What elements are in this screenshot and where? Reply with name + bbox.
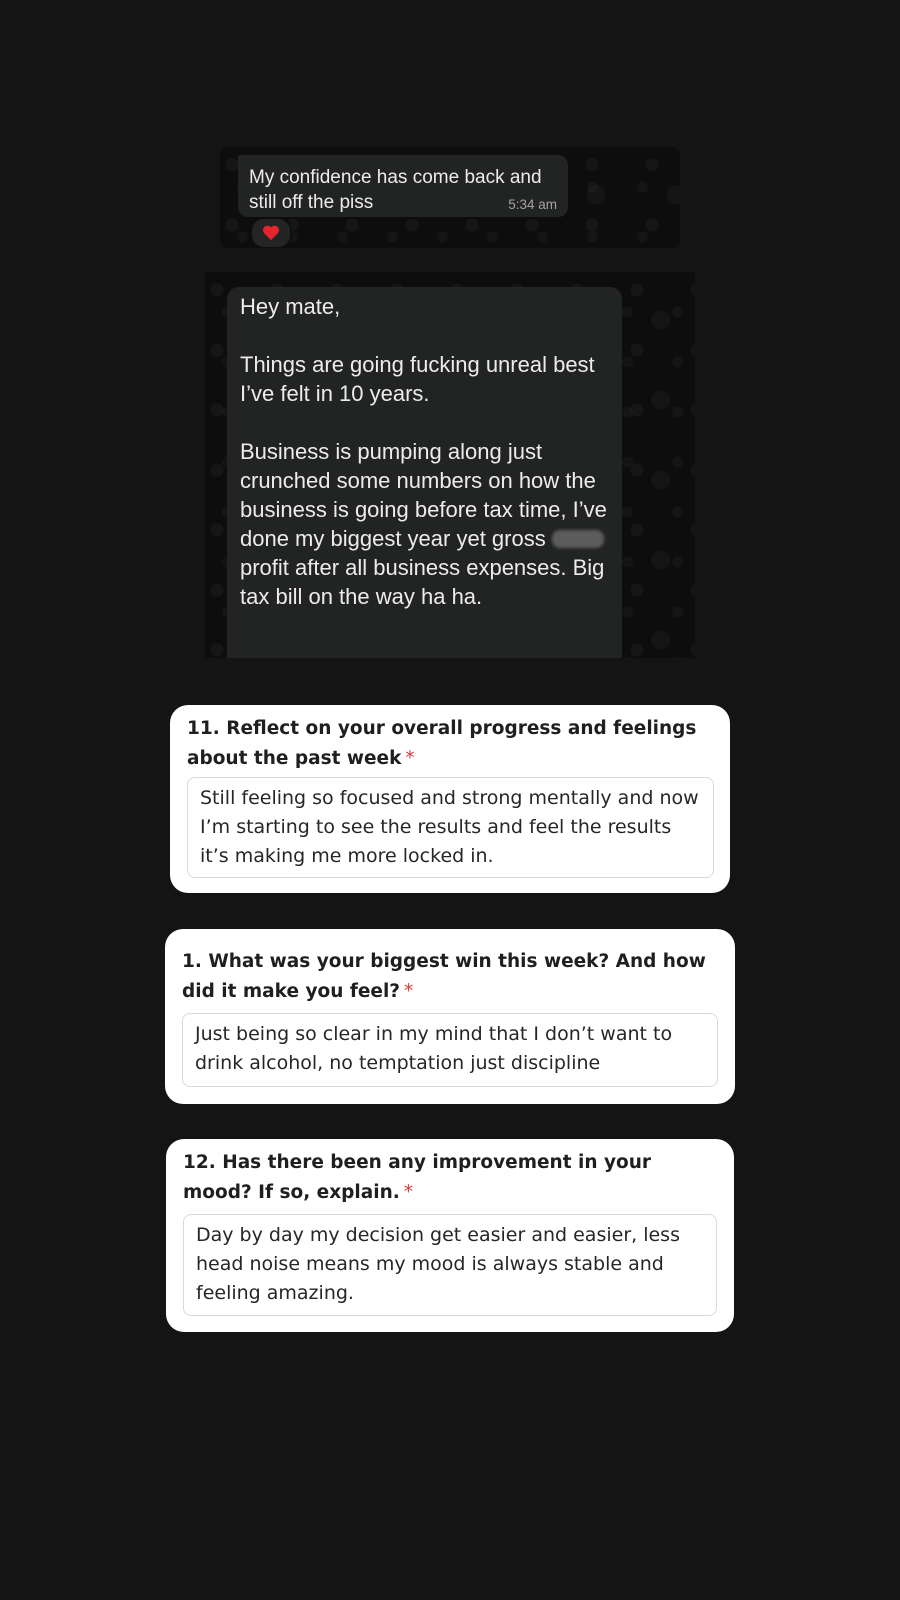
- message-paragraph: Things are going fucking unreal best I’ve felt in 10 years.: [240, 352, 601, 406]
- message-bubble[interactable]: [238, 155, 568, 217]
- message-text: [240, 292, 615, 611]
- question-label: [182, 947, 722, 1007]
- required-marker: *: [405, 748, 415, 769]
- question-text: 12. Has there been any improvement in your mood? If so, explain.: [183, 1152, 652, 1203]
- question-label: [187, 714, 717, 774]
- redacted-amount: [552, 530, 604, 548]
- required-marker: *: [404, 981, 414, 1002]
- answer-field[interactable]: Day by day my decision get easier and easier, less head noise means my mood is always stable and feeling amazing.: [183, 1214, 717, 1316]
- answer-field[interactable]: Just being so clear in my mind that I don’t want to drink alcohol, no temptation just discipline: [182, 1013, 718, 1087]
- chat-screenshot-business: [205, 272, 695, 658]
- heart-reaction[interactable]: [250, 217, 292, 248]
- message-paragraph: Business is pumping along just crunched some numbers on how the business is going before tax time, I’ve done my biggest year yet gross: [240, 439, 613, 551]
- question-card: [166, 1139, 734, 1332]
- message-greeting: Hey mate,: [240, 294, 341, 319]
- question-text: 11. Reflect on your overall progress and feelings about the past week: [187, 718, 697, 769]
- message-timestamp: 5:34 am: [508, 197, 557, 212]
- required-marker: *: [403, 1182, 414, 1203]
- heart-icon: [263, 226, 279, 240]
- message-bubble[interactable]: [227, 287, 622, 658]
- chat-screenshot-confidence: [220, 147, 680, 248]
- message-text: My confidence has come back and still off the piss: [249, 167, 542, 213]
- question-card: [165, 929, 735, 1104]
- question-text: 1. What was your biggest win this week? And how did it make you feel?: [182, 951, 706, 1002]
- question-card: [170, 705, 730, 893]
- question-label: [183, 1148, 723, 1208]
- message-paragraph: profit after all business expenses. Big tax bill on the way ha ha.: [240, 526, 611, 609]
- answer-field[interactable]: Still feeling so focused and strong mentally and now I’m starting to see the results and feel the results it’s making me more locked in.: [187, 777, 714, 878]
